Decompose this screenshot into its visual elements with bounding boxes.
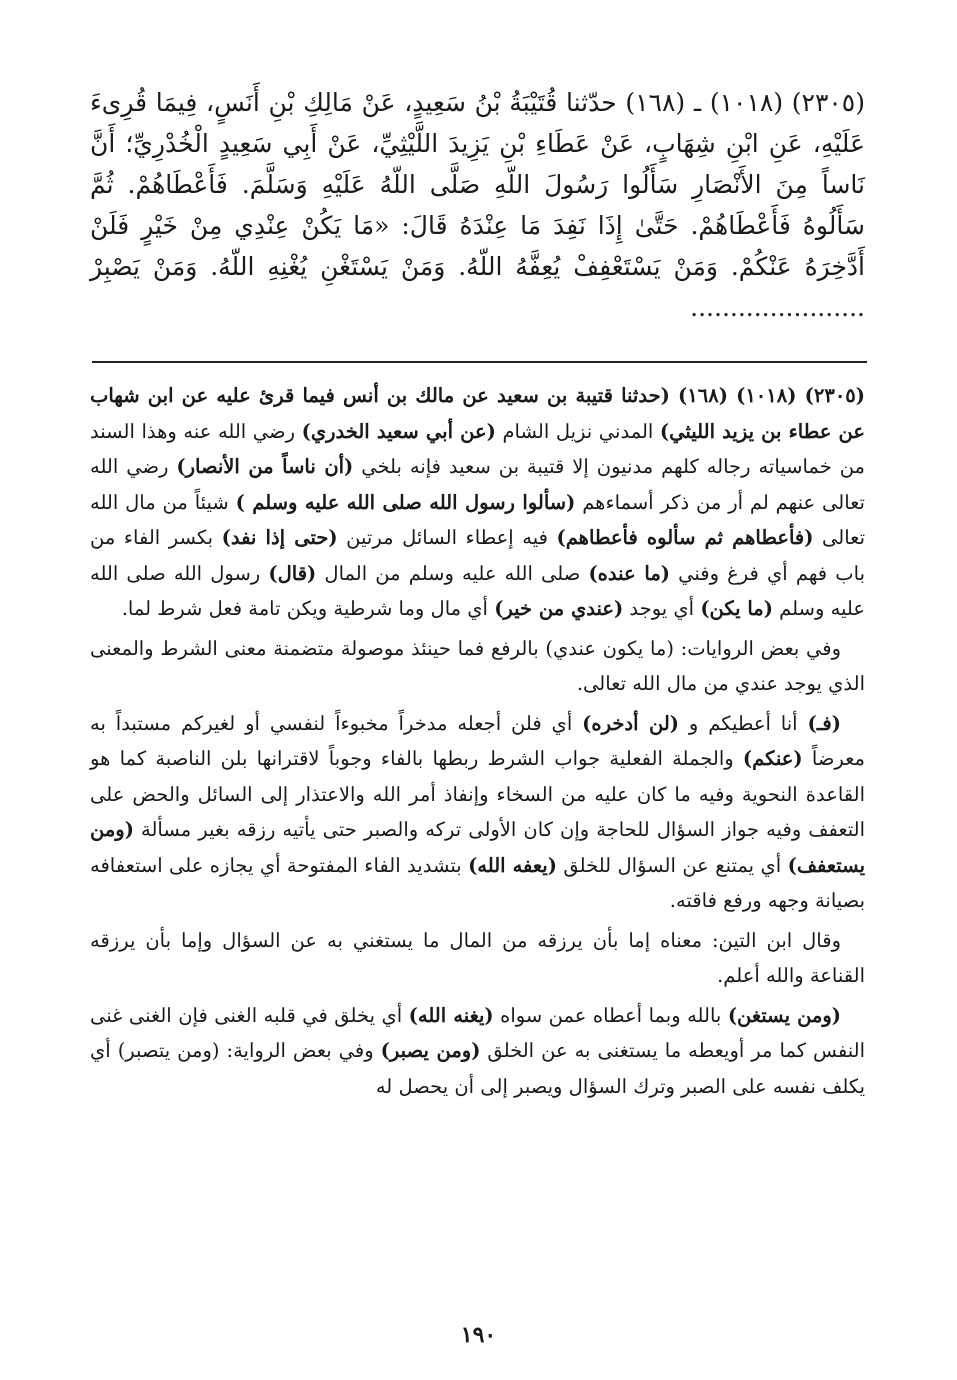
text-span: رضي الله تعالى عنهم لم أر من ذكر أسماءهم: [90, 455, 865, 514]
text-span: أي مال وما شرطية ويكن تامة فعل شرط لما.: [121, 597, 495, 620]
bold-span: (حتى إذا نفد): [221, 526, 338, 549]
bold-span: (يعفه الله): [468, 853, 557, 877]
bold-span: (ما يكن): [700, 597, 773, 620]
text-span: وفي بعض الروايات: (ما يكون عندي) بالرفع فما حينئذ موصولة متضمنة معنى الشرط والمعنى الذي يوجد عندي من مال الله تعالى.: [90, 636, 865, 695]
bold-span: (عن أبي سعيد الخدري): [301, 419, 496, 443]
bold-span: (فأعطاهم ثم سألوه فأعطاهم): [556, 526, 814, 549]
bold-span: (ما عنده): [588, 561, 670, 585]
text-span: والجملة الفعلية جواب الشرط ربطها بالفاء وجوباً لاقترانها بلن الناصبة كما هو القاعدة النحوية وفيه ما كان عليه من السخاء وإنفاذ أمر الله والاعتذار إلى السائل والحض على التعفف وفيه جواز السؤال للحاجة وإن كان الأولى تركه والصبر حتى يأتيه رزقه بغير مسألة: [90, 747, 865, 841]
hadith-paragraph: (٢٣٠٥) (١٠١٨) ـ (١٦٨) حدّثنا قُتَيْبَةُ بْنُ سَعِيدٍ، عَنْ مَالِكِ بْنِ أَنَسٍ، فِيمَا قُرِىءَ عَلَيْهِ، عَنِ ابْنِ شِهَابٍ، عَنْ عَطَاءِ بْنِ يَزِيدَ اللَّيْثِيِّ، عَنْ أَبِي سَعِيدٍ الْخُدْرِيِّ؛ أَنَّ نَاساً مِنَ الأَنْصَارِ سَأَلُوا رَسُولَ اللّهِ صَلَّى اللّهُ عَلَيْهِ وَسَلَّمَ. فَأَعْطَاهُمْ. ثُمَّ سَأَلُوهُ فَأَعْطَاهُمْ. حَتَّىٰ إِذَا نَفِدَ مَا عِنْدَهُ قَالَ: «مَا يَكُنْ عِنْدِي مِنْ خَيْرٍ فَلَنْ أَدَّخِرَهُ عَنْكُمْ. وَمَنْ يَسْتَعْفِفْ يُعِفَّهُ اللّهُ. وَمَنْ يَسْتَغْنِ يُغْنِهِ اللّهُ. وَمَنْ يَصْبِرْ ......................: [90, 88, 865, 322]
text-span: أي يوجد: [623, 597, 701, 620]
text-span: أي يخلق في قلبه الغنى فإن الغنى غنى النفس كما مر أويعطه ما يستغنى به عن الخلق: [90, 1003, 865, 1062]
bold-span: (أن ناساً من الأنصار): [176, 455, 354, 478]
bold-span: (ومن يستعفف): [90, 818, 865, 877]
commentary-paragraph-4: [90, 923, 865, 994]
text-span: بتشديد الفاء المفتوحة أي يجازه على استعفافه بصيانة وجهه ورفع فاقته.: [90, 853, 865, 912]
text-span: شيئاً من مال الله تعالى: [90, 490, 865, 549]
commentary-paragraph-3: [90, 706, 865, 919]
page-number: ١٩٠: [460, 1322, 497, 1348]
text-span: أي يمتنع عن السؤال للخلق: [556, 853, 788, 877]
bold-span: (٢٣٠٥) (١٠١٨) (١٦٨) (حدثنا قتيبة بن سعيد عن مالك بن أنس فيما قرئ عليه عن ابن شهاب عن عطاء بن يزيد الليثي): [90, 384, 866, 443]
commentary-block: [90, 378, 865, 1108]
commentary-paragraph-1: [90, 378, 865, 627]
text-span: أنا أعطيكم و: [679, 711, 808, 735]
text-span: وفي بعض الرواية: (ومن يتصبر) أي يكلف نفسه على الصبر وترك السؤال ويصبر إلى أن يحصل له: [90, 1039, 865, 1098]
text-span: وقال ابن التين: معناه إما بأن يرزقه من المال ما يستغني به عن السؤال وإما بأن يرزقه القناعة والله أعلم.: [90, 928, 865, 987]
text-span: المدني نزيل الشام: [495, 419, 660, 443]
bold-span: (عنكم): [742, 747, 803, 770]
bold-span: (قال): [268, 561, 317, 585]
text-span: فيه إعطاء السائل مرتين: [337, 526, 557, 549]
text-span: صلى الله عليه وسلم من المال: [316, 561, 589, 585]
hadith-text-block: [90, 82, 865, 328]
commentary-paragraph-2: [90, 631, 865, 702]
bold-span: (سألوا رسول الله صلى الله عليه وسلم ): [235, 490, 576, 514]
bold-span: (ومن يستغن): [727, 1003, 841, 1027]
bold-span: (ومن يصبر): [380, 1039, 481, 1062]
bold-span: (يغنه الله): [408, 1003, 494, 1027]
commentary-paragraph-5: [90, 998, 865, 1105]
bold-span: (فـ): [807, 711, 841, 735]
text-span: رضي الله عنه وهذا السند من خماسياته رجاله كلهم مدنيون إلا قتيبة بن سعيد فإنه بلخي: [90, 419, 865, 478]
footnote-divider: [92, 361, 867, 363]
text-span: بكسر الفاء من باب فهم أي فرغ وفني: [90, 526, 865, 585]
text-span: أي فلن أجعله مدخراً مخبوءاً لنفسي أو لغيركم مستبداً به معرضاً: [90, 711, 865, 770]
text-span: بالله وبما أعطاه عمن سواه: [493, 1003, 728, 1027]
bold-span: (عندي من خير): [494, 597, 624, 620]
text-span: رسول الله صلى الله عليه وسلم: [90, 561, 865, 620]
bold-span: (لن أدخره): [582, 711, 679, 735]
